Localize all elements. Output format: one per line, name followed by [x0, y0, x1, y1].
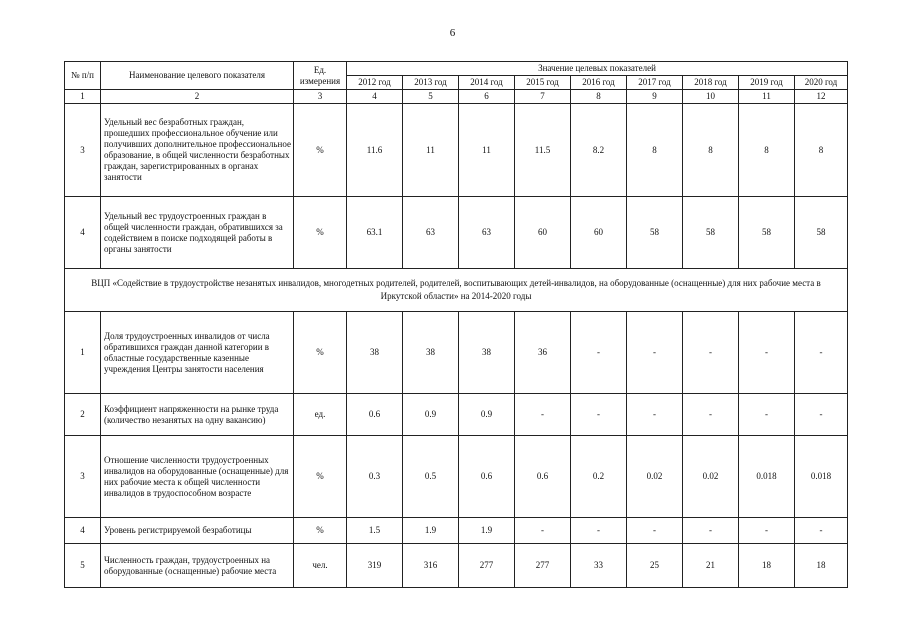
column-number: 10 — [683, 90, 739, 104]
indicator-name: Доля трудоустроенных инвалидов от числа обратившихся граждан данной категории в областные государственные казенные учреждения Центры занятости населения — [101, 312, 294, 394]
target-indicators-table — [64, 61, 848, 588]
unit: % — [294, 312, 347, 394]
value-cell: 8 — [795, 104, 848, 197]
value-cell: 0.018 — [795, 436, 848, 518]
indicator-name: Удельный вес безработных граждан, прошедших профессиональное обучение или получивших дополнительное профессиональное образование, в общей численности безработных граждан, зарегистрированных в органах занятости — [101, 104, 294, 197]
header-year: 2014 год — [459, 76, 515, 90]
value-cell: - — [739, 518, 795, 544]
value-cell: 0.9 — [403, 394, 459, 436]
value-cell: - — [795, 518, 848, 544]
value-cell: 11 — [459, 104, 515, 197]
row-number: 3 — [65, 104, 101, 197]
indicator-name: Уровень регистрируемой безработицы — [101, 518, 294, 544]
value-cell: 8 — [627, 104, 683, 197]
unit: % — [294, 518, 347, 544]
table-row — [65, 394, 848, 436]
value-cell: 58 — [683, 197, 739, 269]
unit: ед. — [294, 394, 347, 436]
table-row — [65, 312, 848, 394]
value-cell: 277 — [515, 544, 571, 588]
column-number: 9 — [627, 90, 683, 104]
value-cell: 63 — [403, 197, 459, 269]
indicator-name: Отношение численности трудоустроенных инвалидов на оборудованные (оснащенные) для них рабочие места к общей численности инвалидов в трудоспособном возрасте — [101, 436, 294, 518]
value-cell: - — [627, 518, 683, 544]
value-cell: 60 — [515, 197, 571, 269]
table-row — [65, 436, 848, 518]
header-values-group: Значение целевых показателей — [347, 62, 848, 76]
value-cell: 1.9 — [459, 518, 515, 544]
indicator-name: Коэффициент напряженности на рынке труда (количество незанятых на одну вакансию) — [101, 394, 294, 436]
column-number: 1 — [65, 90, 101, 104]
unit: % — [294, 436, 347, 518]
value-cell: 58 — [795, 197, 848, 269]
value-cell: 277 — [459, 544, 515, 588]
header-year: 2013 год — [403, 76, 459, 90]
value-cell: - — [571, 312, 627, 394]
value-cell: - — [683, 312, 739, 394]
column-number: 2 — [101, 90, 294, 104]
value-cell: 58 — [627, 197, 683, 269]
value-cell: 1.5 — [347, 518, 403, 544]
value-cell: 60 — [571, 197, 627, 269]
header-year: 2016 год — [571, 76, 627, 90]
section-row — [65, 269, 848, 312]
value-cell: 18 — [795, 544, 848, 588]
header-year: 2015 год — [515, 76, 571, 90]
header-unit: Ед. измерения — [294, 62, 347, 90]
value-cell: - — [739, 394, 795, 436]
value-cell: - — [627, 394, 683, 436]
column-number: 4 — [347, 90, 403, 104]
value-cell: 11.6 — [347, 104, 403, 197]
row-number: 4 — [65, 518, 101, 544]
value-cell: 0.02 — [627, 436, 683, 518]
value-cell: 38 — [403, 312, 459, 394]
table-row — [65, 518, 848, 544]
page-number: 6 — [449, 27, 456, 39]
unit: чел. — [294, 544, 347, 588]
indicator-name: Численность граждан, трудоустроенных на оборудованные (оснащенные) рабочие места — [101, 544, 294, 588]
header-year: 2017 год — [627, 76, 683, 90]
value-cell: 63.1 — [347, 197, 403, 269]
row-number: 4 — [65, 197, 101, 269]
column-number: 5 — [403, 90, 459, 104]
value-cell: 0.6 — [515, 436, 571, 518]
column-number: 3 — [294, 90, 347, 104]
value-cell: - — [571, 518, 627, 544]
value-cell: 38 — [347, 312, 403, 394]
value-cell: 319 — [347, 544, 403, 588]
column-number: 8 — [571, 90, 627, 104]
value-cell: 25 — [627, 544, 683, 588]
table-row — [65, 544, 848, 588]
value-cell: 38 — [459, 312, 515, 394]
column-number: 11 — [739, 90, 795, 104]
value-cell: 0.3 — [347, 436, 403, 518]
value-cell: - — [683, 394, 739, 436]
table-row — [65, 197, 848, 269]
value-cell: - — [795, 394, 848, 436]
section-title: ВЦП «Содействие в трудоустройстве незанятых инвалидов, многодетных родителей, родителей, воспитывающих детей-инвалидов, на оборудованные (оснащенные) для них рабочие места в Иркутской области» на 2014-2020 годы — [65, 269, 848, 312]
header-num: № п/п — [65, 62, 101, 90]
row-number: 1 — [65, 312, 101, 394]
value-cell: 0.018 — [739, 436, 795, 518]
row-number: 3 — [65, 436, 101, 518]
value-cell: 0.6 — [459, 436, 515, 518]
row-number: 2 — [65, 394, 101, 436]
value-cell: 316 — [403, 544, 459, 588]
value-cell: 33 — [571, 544, 627, 588]
value-cell: - — [795, 312, 848, 394]
value-cell: 11 — [403, 104, 459, 197]
column-number: 12 — [795, 90, 848, 104]
value-cell: - — [683, 518, 739, 544]
table-row — [65, 104, 848, 197]
header-name: Наименование целевого показателя — [101, 62, 294, 90]
value-cell: 11.5 — [515, 104, 571, 197]
value-cell: 0.5 — [403, 436, 459, 518]
value-cell: - — [515, 394, 571, 436]
header-year: 2019 год — [739, 76, 795, 90]
header-year: 2018 год — [683, 76, 739, 90]
value-cell: 63 — [459, 197, 515, 269]
column-numbers-row — [65, 90, 848, 104]
value-cell: 18 — [739, 544, 795, 588]
value-cell: 21 — [683, 544, 739, 588]
value-cell: 8 — [683, 104, 739, 197]
value-cell: 0.02 — [683, 436, 739, 518]
value-cell: 8 — [739, 104, 795, 197]
value-cell: 36 — [515, 312, 571, 394]
value-cell: - — [571, 394, 627, 436]
indicator-name: Удельный вес трудоустроенных граждан в общей численности граждан, обратившихся за содействием в поиске подходящей работы в органы занятости — [101, 197, 294, 269]
header-year: 2012 год — [347, 76, 403, 90]
column-number: 6 — [459, 90, 515, 104]
value-cell: 0.2 — [571, 436, 627, 518]
unit: % — [294, 197, 347, 269]
value-cell: - — [627, 312, 683, 394]
value-cell: 58 — [739, 197, 795, 269]
unit: % — [294, 104, 347, 197]
column-number: 7 — [515, 90, 571, 104]
header-row — [65, 62, 848, 76]
value-cell: 1.9 — [403, 518, 459, 544]
value-cell: 0.9 — [459, 394, 515, 436]
value-cell: - — [739, 312, 795, 394]
value-cell: 8.2 — [571, 104, 627, 197]
row-number: 5 — [65, 544, 101, 588]
value-cell: - — [515, 518, 571, 544]
header-year: 2020 год — [795, 76, 848, 90]
value-cell: 0.6 — [347, 394, 403, 436]
